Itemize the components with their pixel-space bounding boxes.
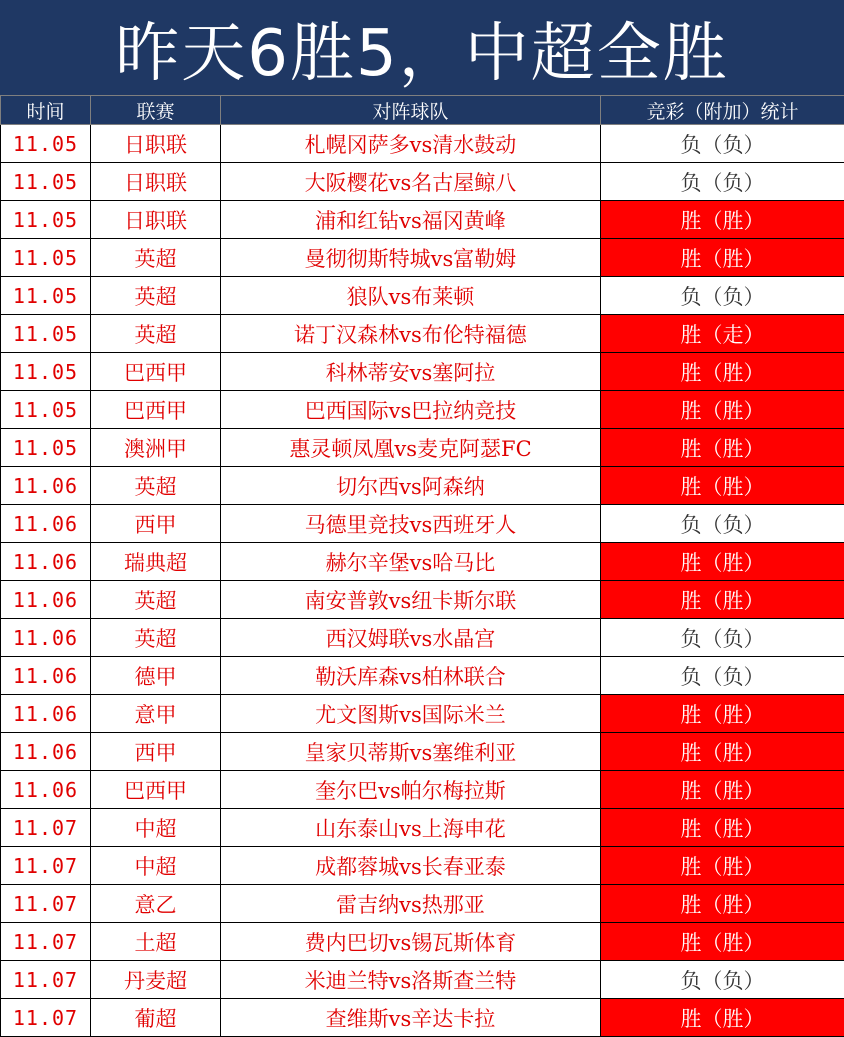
result-cell: 胜（胜） (601, 391, 844, 429)
match-cell: 诺丁汉森林vs布伦特福德 (221, 315, 601, 353)
table-row (1, 619, 844, 657)
match-cell: 西汉姆联vs水晶宫 (221, 619, 601, 657)
league-cell: 德甲 (91, 657, 221, 695)
date-cell: 11.06 (1, 771, 91, 809)
table-row (1, 847, 844, 885)
date-cell: 11.07 (1, 847, 91, 885)
result-cell: 胜（胜） (601, 999, 844, 1037)
match-cell: 马德里竞技vs西班牙人 (221, 505, 601, 543)
date-cell: 11.06 (1, 467, 91, 505)
match-cell: 浦和红钻vs福冈黄峰 (221, 201, 601, 239)
table-row (1, 771, 844, 809)
league-cell: 英超 (91, 467, 221, 505)
result-cell: 胜（胜） (601, 771, 844, 809)
table-row (1, 239, 844, 277)
match-cell: 札幌冈萨多vs清水鼓动 (221, 125, 601, 163)
league-cell: 丹麦超 (91, 961, 221, 999)
match-cell: 巴西国际vs巴拉纳竞技 (221, 391, 601, 429)
league-cell: 日职联 (91, 125, 221, 163)
league-cell: 巴西甲 (91, 771, 221, 809)
match-cell: 狼队vs布莱顿 (221, 277, 601, 315)
match-cell: 米迪兰特vs洛斯查兰特 (221, 961, 601, 999)
result-cell: 胜（胜） (601, 429, 844, 467)
date-cell: 11.05 (1, 429, 91, 467)
date-cell: 11.06 (1, 581, 91, 619)
result-cell: 胜（胜） (601, 923, 844, 961)
league-cell: 西甲 (91, 505, 221, 543)
result-cell: 胜（胜） (601, 467, 844, 505)
date-cell: 11.07 (1, 809, 91, 847)
match-cell: 曼彻彻斯特城vs富勒姆 (221, 239, 601, 277)
league-cell: 西甲 (91, 733, 221, 771)
date-cell: 11.07 (1, 999, 91, 1037)
match-cell: 山东泰山vs上海申花 (221, 809, 601, 847)
match-cell: 查维斯vs辛达卡拉 (221, 999, 601, 1037)
table-row (1, 391, 844, 429)
header-date: 时间 (1, 96, 91, 125)
match-cell: 南安普敦vs纽卡斯尔联 (221, 581, 601, 619)
date-cell: 11.06 (1, 657, 91, 695)
result-cell: 胜（胜） (601, 847, 844, 885)
result-cell: 负（负） (601, 619, 844, 657)
table-row (1, 505, 844, 543)
result-cell: 胜（胜） (601, 201, 844, 239)
date-cell: 11.06 (1, 505, 91, 543)
date-cell: 11.05 (1, 353, 91, 391)
league-cell: 澳洲甲 (91, 429, 221, 467)
table-body (1, 125, 844, 1037)
result-cell: 胜（走） (601, 315, 844, 353)
table-row (1, 809, 844, 847)
league-cell: 巴西甲 (91, 391, 221, 429)
match-cell: 惠灵顿凤凰vs麦克阿瑟FC (221, 429, 601, 467)
match-cell: 切尔西vs阿森纳 (221, 467, 601, 505)
table-row (1, 163, 844, 201)
result-cell: 胜（胜） (601, 885, 844, 923)
match-cell: 勒沃库森vs柏林联合 (221, 657, 601, 695)
result-cell: 负（负） (601, 125, 844, 163)
result-cell: 负（负） (601, 163, 844, 201)
match-cell: 奎尔巴vs帕尔梅拉斯 (221, 771, 601, 809)
date-cell: 11.05 (1, 277, 91, 315)
date-cell: 11.07 (1, 923, 91, 961)
date-cell: 11.05 (1, 201, 91, 239)
table-row (1, 467, 844, 505)
league-cell: 英超 (91, 581, 221, 619)
date-cell: 11.05 (1, 391, 91, 429)
match-cell: 尤文图斯vs国际米兰 (221, 695, 601, 733)
date-cell: 11.05 (1, 125, 91, 163)
league-cell: 中超 (91, 809, 221, 847)
date-cell: 11.06 (1, 695, 91, 733)
header-result: 竞彩（附加）统计 (601, 96, 844, 125)
result-cell: 胜（胜） (601, 239, 844, 277)
table-row (1, 125, 844, 163)
table-header (1, 96, 844, 125)
match-cell: 赫尔辛堡vs哈马比 (221, 543, 601, 581)
date-cell: 11.05 (1, 239, 91, 277)
table-row (1, 695, 844, 733)
league-cell: 英超 (91, 315, 221, 353)
result-cell: 负（负） (601, 657, 844, 695)
date-cell: 11.06 (1, 543, 91, 581)
result-cell: 负（负） (601, 961, 844, 999)
page-title: 昨天6胜5，中超全胜 (0, 0, 844, 95)
result-cell: 负（负） (601, 277, 844, 315)
date-cell: 11.07 (1, 885, 91, 923)
league-cell: 葡超 (91, 999, 221, 1037)
date-cell: 11.06 (1, 733, 91, 771)
table-row (1, 543, 844, 581)
result-cell: 胜（胜） (601, 695, 844, 733)
league-cell: 英超 (91, 277, 221, 315)
table-row (1, 277, 844, 315)
league-cell: 瑞典超 (91, 543, 221, 581)
result-cell: 胜（胜） (601, 353, 844, 391)
result-cell: 负（负） (601, 505, 844, 543)
league-cell: 日职联 (91, 201, 221, 239)
table-row (1, 429, 844, 467)
date-cell: 11.05 (1, 163, 91, 201)
match-cell: 皇家贝蒂斯vs塞维利亚 (221, 733, 601, 771)
date-cell: 11.05 (1, 315, 91, 353)
match-cell: 科林蒂安vs塞阿拉 (221, 353, 601, 391)
league-cell: 巴西甲 (91, 353, 221, 391)
match-cell: 雷吉纳vs热那亚 (221, 885, 601, 923)
result-cell: 胜（胜） (601, 809, 844, 847)
league-cell: 意乙 (91, 885, 221, 923)
table-row (1, 353, 844, 391)
table-row (1, 885, 844, 923)
table-row (1, 657, 844, 695)
header-match: 对阵球队 (221, 96, 601, 125)
league-cell: 中超 (91, 847, 221, 885)
table-row (1, 201, 844, 239)
date-cell: 11.06 (1, 619, 91, 657)
table-row (1, 961, 844, 999)
match-cell: 费内巴切vs锡瓦斯体育 (221, 923, 601, 961)
league-cell: 日职联 (91, 163, 221, 201)
result-cell: 胜（胜） (601, 581, 844, 619)
result-cell: 胜（胜） (601, 733, 844, 771)
result-cell: 胜（胜） (601, 543, 844, 581)
table-row (1, 581, 844, 619)
date-cell: 11.07 (1, 961, 91, 999)
league-cell: 土超 (91, 923, 221, 961)
results-table (0, 95, 844, 1037)
league-cell: 英超 (91, 239, 221, 277)
header-league: 联赛 (91, 96, 221, 125)
league-cell: 意甲 (91, 695, 221, 733)
table-row (1, 315, 844, 353)
table-row (1, 999, 844, 1037)
match-cell: 大阪樱花vs名古屋鲸八 (221, 163, 601, 201)
table-row (1, 733, 844, 771)
match-cell: 成都蓉城vs长春亚泰 (221, 847, 601, 885)
league-cell: 英超 (91, 619, 221, 657)
table-row (1, 923, 844, 961)
